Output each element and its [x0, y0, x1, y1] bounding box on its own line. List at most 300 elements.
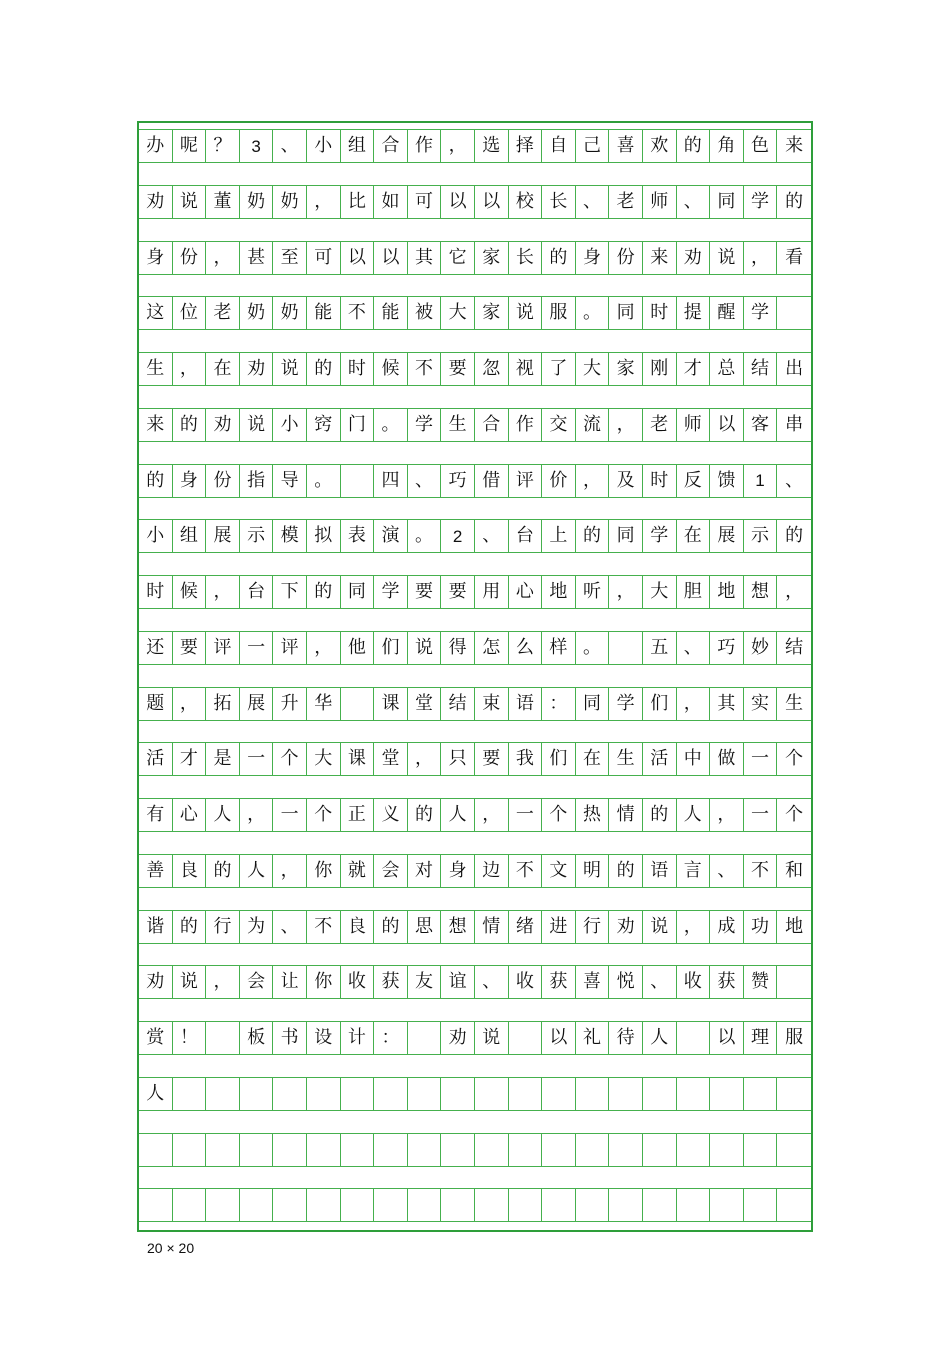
grid-cell: ，: [609, 409, 643, 441]
grid-cell: [509, 1022, 543, 1054]
grid-cell: 下: [273, 576, 307, 608]
grid-cell: 一: [240, 743, 274, 775]
grid-cell: 甚: [240, 242, 274, 274]
grid-cell: 言: [677, 855, 711, 887]
grid-cell: 出: [785, 358, 804, 379]
grid-cell: 欢: [643, 130, 677, 162]
grid-cell: 家: [475, 297, 509, 329]
grid-cell: 时: [139, 576, 173, 608]
grid-cell: 大: [576, 353, 610, 385]
grid-cell: [777, 1134, 811, 1166]
grid-cell: 来: [139, 409, 173, 441]
grid-cell: 个: [273, 743, 307, 775]
grid-cell: [677, 1134, 711, 1166]
grid-row: [139, 185, 811, 219]
grid-cell: 时: [341, 353, 375, 385]
grid-cell: 说: [475, 1022, 509, 1054]
grid-cell: 台: [240, 576, 274, 608]
grid-cell: 、: [475, 520, 509, 552]
grid-cell: 喜: [609, 130, 643, 162]
grid-cell: 串: [785, 413, 804, 435]
grid-cell: 绪: [509, 911, 543, 943]
grid-cell: 学: [609, 688, 643, 720]
grid-cell: 谐: [139, 911, 173, 943]
grid-cell: 家: [609, 353, 643, 385]
grid-cell: ，: [475, 799, 509, 831]
grid-cell: 良: [173, 855, 207, 887]
grid-cell: 总: [710, 353, 744, 385]
grid-cell: 他: [341, 632, 375, 664]
grid-cell: 学: [374, 576, 408, 608]
grid-cell: 时: [643, 465, 677, 497]
grid-cell: 说: [173, 186, 207, 218]
grid-cell: 生: [609, 743, 643, 775]
grid-cell: 其: [408, 242, 442, 274]
grid-cell: 要: [408, 576, 442, 608]
grid-cell: 奶: [240, 186, 274, 218]
grid-cell: 的: [173, 409, 207, 441]
grid-cell: 的: [173, 911, 207, 943]
grid-cell: 。: [408, 520, 442, 552]
grid-cell: 择: [509, 130, 543, 162]
grid-cell: 候: [173, 576, 207, 608]
grid-cell: 能: [307, 297, 341, 329]
grid-cell: [307, 1134, 341, 1166]
grid-cell: [139, 1134, 173, 1166]
grid-cell: 生: [785, 692, 804, 714]
grid-cell: 获: [710, 966, 744, 998]
grid-cell: 板: [240, 1022, 274, 1054]
grid-cell: 待: [609, 1022, 643, 1054]
grid-cell: [777, 966, 811, 998]
grid-cell: 可: [307, 242, 341, 274]
grid-cell: 结: [744, 353, 778, 385]
grid-cell: 只: [441, 743, 475, 775]
grid-cell: 学: [744, 297, 778, 329]
grid-cell: 的: [609, 855, 643, 887]
grid-cell: 实: [744, 688, 778, 720]
grid-cell: 地: [542, 576, 576, 608]
grid-cell: 要: [441, 576, 475, 608]
grid-cell: [441, 1189, 475, 1221]
grid-cell: [273, 1134, 307, 1166]
grid-cell: 导: [273, 465, 307, 497]
grid-cell: 做: [710, 743, 744, 775]
grid-cell: 巧: [710, 632, 744, 664]
grid-cell: ，: [441, 130, 475, 162]
grid-cell: 在: [677, 520, 711, 552]
grid-cell: [307, 1189, 341, 1221]
grid-cell: 身: [173, 465, 207, 497]
grid-cell: 角: [710, 130, 744, 162]
grid-cell: 要: [441, 353, 475, 385]
grid-cell: 想: [744, 576, 778, 608]
grid-cell: [374, 1134, 408, 1166]
grid-cell: 组: [341, 130, 375, 162]
grid-cell: 成: [710, 911, 744, 943]
grid-cell: 在: [576, 743, 610, 775]
grid-cell: [576, 1134, 610, 1166]
grid-cell: 交: [542, 409, 576, 441]
grid-cell: 文: [542, 855, 576, 887]
grid-cell: [509, 1078, 543, 1110]
grid-cell: 奶: [273, 297, 307, 329]
grid-cell: 、: [273, 911, 307, 943]
grid-cell: 自: [542, 130, 576, 162]
grid-cell: 样: [542, 632, 576, 664]
grid-cell: [408, 1189, 442, 1221]
grid-cell: 听: [576, 576, 610, 608]
grid-row: [139, 910, 811, 944]
grid-cell: [139, 1189, 173, 1221]
grid-cell: 展: [240, 688, 274, 720]
grid-size-label: 20 × 20: [147, 1240, 195, 1256]
grid-cell: 、: [710, 855, 744, 887]
grid-cell: ，: [273, 855, 307, 887]
grid-cell: 份: [609, 242, 643, 274]
grid-row: [139, 464, 811, 498]
grid-cell: 醒: [710, 297, 744, 329]
grid-cell: ，: [710, 799, 744, 831]
grid-cell: 以: [710, 409, 744, 441]
grid-row: [139, 1077, 811, 1111]
grid-cell: ，: [677, 911, 711, 943]
grid-cell: ，: [206, 242, 240, 274]
grid-cell: [677, 1189, 711, 1221]
grid-cell: 一: [240, 632, 274, 664]
grid-cell: 热: [576, 799, 610, 831]
grid-cell: 劝: [677, 242, 711, 274]
grid-cell: 的: [139, 465, 173, 497]
grid-cell: 个: [307, 799, 341, 831]
grid-cell: [677, 1078, 711, 1110]
grid-cell: 指: [240, 465, 274, 497]
grid-cell: 收: [509, 966, 543, 998]
grid-cell: 理: [744, 1022, 778, 1054]
grid-cell: 评: [509, 465, 543, 497]
grid-cell: 呢: [173, 130, 207, 162]
grid-cell: [777, 297, 811, 329]
grid-cell: 这: [139, 297, 173, 329]
grid-cell: [542, 1189, 576, 1221]
grid-cell: 说: [643, 911, 677, 943]
grid-cell: [341, 1189, 375, 1221]
grid-cell: 善: [139, 855, 173, 887]
grid-cell: 劝: [240, 353, 274, 385]
grid-cell: 设: [307, 1022, 341, 1054]
grid-cell: [273, 1189, 307, 1221]
grid-cell: 语: [643, 855, 677, 887]
grid-cell: [710, 1189, 744, 1221]
grid-cell: 礼: [576, 1022, 610, 1054]
grid-cell: 说: [408, 632, 442, 664]
grid-cell: 的: [576, 520, 610, 552]
grid-cell: 一: [744, 799, 778, 831]
grid-cell: 老: [609, 186, 643, 218]
grid-cell: 、: [273, 130, 307, 162]
grid-cell: ，: [744, 242, 778, 274]
grid-cell: 和: [785, 859, 804, 881]
grid-cell: [273, 1078, 307, 1110]
grid-cell: 提: [677, 297, 711, 329]
grid-cell: [206, 1078, 240, 1110]
grid-cell: 视: [509, 353, 543, 385]
grid-cell: 五: [643, 632, 677, 664]
grid-cell: 边: [475, 855, 509, 887]
grid-cell: [609, 1134, 643, 1166]
grid-cell: 同: [609, 297, 643, 329]
grid-cell: 的: [677, 130, 711, 162]
grid-cell: ，: [206, 966, 240, 998]
grid-row: [139, 296, 811, 330]
grid-cell: ，: [576, 465, 610, 497]
grid-cell: [173, 1189, 207, 1221]
grid-cell: 以: [341, 242, 375, 274]
grid-cell: 时: [643, 297, 677, 329]
grid-cell: 心: [173, 799, 207, 831]
grid-cell: 书: [273, 1022, 307, 1054]
grid-cell: 会: [240, 966, 274, 998]
grid-cell: 位: [173, 297, 207, 329]
grid-cell: 及: [609, 465, 643, 497]
grid-cell: 人: [643, 1022, 677, 1054]
grid-cell: 进: [542, 911, 576, 943]
grid-cell: 。: [576, 632, 610, 664]
grid-cell: 3: [240, 130, 274, 162]
grid-cell: 四: [374, 465, 408, 497]
grid-cell: 的: [307, 576, 341, 608]
grid-cell: [643, 1134, 677, 1166]
grid-cell: 合: [374, 130, 408, 162]
grid-row: [139, 241, 811, 275]
grid-cell: 台: [509, 520, 543, 552]
grid-cell: 生: [139, 353, 173, 385]
grid-cell: 地: [710, 576, 744, 608]
grid-cell: 学: [643, 520, 677, 552]
grid-cell: 、: [643, 966, 677, 998]
grid-cell: 劝: [206, 409, 240, 441]
grid-cell: 如: [374, 186, 408, 218]
grid-cell: 、: [576, 186, 610, 218]
grid-cell: [408, 1078, 442, 1110]
grid-row: [139, 519, 811, 553]
grid-cell: 一: [744, 743, 778, 775]
grid-cell: [408, 1134, 442, 1166]
grid-cell: 劝: [609, 911, 643, 943]
grid-cell: 校: [509, 186, 543, 218]
grid-cell: [542, 1078, 576, 1110]
grid-cell: 获: [374, 966, 408, 998]
grid-cell: [609, 1189, 643, 1221]
grid-cell: 师: [643, 186, 677, 218]
grid-cell: 收: [341, 966, 375, 998]
grid-cell: 大: [441, 297, 475, 329]
grid-cell: ，: [173, 688, 207, 720]
grid-cell: [609, 632, 643, 664]
grid-cell: ，: [307, 186, 341, 218]
grid-cell: 才: [173, 743, 207, 775]
grid-row: [139, 798, 811, 832]
grid-cell: 会: [374, 855, 408, 887]
grid-cell: 不: [744, 855, 778, 887]
grid-cell: [307, 1078, 341, 1110]
grid-cell: 一: [273, 799, 307, 831]
grid-cell: 是: [206, 743, 240, 775]
grid-cell: 示: [744, 520, 778, 552]
grid-cell: 拟: [307, 520, 341, 552]
grid-cell: [341, 688, 375, 720]
grid-cell: 身: [576, 242, 610, 274]
grid-cell: 一: [509, 799, 543, 831]
grid-cell: 说: [273, 353, 307, 385]
grid-cell: [509, 1189, 543, 1221]
grid-cell: 馈: [710, 465, 744, 497]
grid-cell: 劝: [441, 1022, 475, 1054]
grid-cell: 学: [744, 186, 778, 218]
grid-cell: ，: [206, 576, 240, 608]
grid-cell: 刚: [643, 353, 677, 385]
grid-cell: 同: [576, 688, 610, 720]
grid-cell: 正: [341, 799, 375, 831]
grid-cell: 你: [307, 966, 341, 998]
grid-cell: 家: [475, 242, 509, 274]
grid-cell: 劝: [139, 186, 173, 218]
grid-cell: 同: [609, 520, 643, 552]
grid-cell: 人: [240, 855, 274, 887]
grid-row: [139, 1188, 811, 1222]
grid-cell: ，: [677, 688, 711, 720]
grid-cell: 演: [374, 520, 408, 552]
grid-cell: 说: [240, 409, 274, 441]
grid-cell: 以: [374, 242, 408, 274]
grid-row: [139, 854, 811, 888]
grid-cell: ：: [374, 1022, 408, 1054]
grid-cell: 小: [307, 130, 341, 162]
grid-cell: 比: [341, 186, 375, 218]
grid-cell: 窍: [307, 409, 341, 441]
grid-cell: 人: [441, 799, 475, 831]
grid-cell: 胆: [677, 576, 711, 608]
grid-cell: 的: [785, 190, 804, 212]
grid-cell: 用: [475, 576, 509, 608]
grid-cell: 作: [509, 409, 543, 441]
grid-row: [139, 965, 811, 999]
grid-cell: [609, 1078, 643, 1110]
grid-cell: 不: [341, 297, 375, 329]
grid-row: [139, 687, 811, 721]
grid-cell: 能: [374, 297, 408, 329]
grid-cell: 得: [441, 632, 475, 664]
grid-cell: [744, 1078, 778, 1110]
grid-cell: 老: [206, 297, 240, 329]
grid-cell: 、: [785, 469, 804, 491]
grid-cell: 良: [341, 911, 375, 943]
grid-row: [139, 575, 811, 609]
grid-cell: 候: [374, 353, 408, 385]
grid-cell: [677, 1022, 711, 1054]
grid-cell: 生: [441, 409, 475, 441]
grid-cell: 思: [408, 911, 442, 943]
grid-cell: 同: [341, 576, 375, 608]
grid-cell: 流: [576, 409, 610, 441]
grid-cell: 、: [677, 632, 711, 664]
grid-cell: 活: [643, 743, 677, 775]
grid-row: [139, 742, 811, 776]
grid-cell: [576, 1078, 610, 1110]
grid-cell: 就: [341, 855, 375, 887]
grid-cell: [509, 1134, 543, 1166]
grid-cell: 1: [744, 465, 778, 497]
grid-cell: 展: [206, 520, 240, 552]
grid-cell: 的: [307, 353, 341, 385]
grid-cell: 看: [785, 246, 804, 268]
grid-cell: 拓: [206, 688, 240, 720]
grid-cell: [408, 1022, 442, 1054]
grid-cell: 人: [206, 799, 240, 831]
grid-cell: 让: [273, 966, 307, 998]
grid-cell: 身: [139, 242, 173, 274]
grid-cell: 门: [341, 409, 375, 441]
grid-cell: 老: [643, 409, 677, 441]
grid-cell: 不: [408, 353, 442, 385]
grid-cell: 办: [139, 130, 173, 162]
grid-cell: 不: [307, 911, 341, 943]
grid-row: [139, 631, 811, 665]
grid-cell: [643, 1189, 677, 1221]
grid-cell: 表: [341, 520, 375, 552]
grid-cell: 在: [206, 353, 240, 385]
grid-cell: 情: [475, 911, 509, 943]
grid-row: [139, 1133, 811, 1167]
grid-cell: 份: [206, 465, 240, 497]
grid-cell: 的: [643, 799, 677, 831]
grid-cell: 结: [785, 636, 804, 658]
grid-cell: 语: [509, 688, 543, 720]
grid-cell: ，: [173, 353, 207, 385]
grid-cell: [240, 1134, 274, 1166]
grid-cell: [374, 1078, 408, 1110]
grid-cell: 怎: [475, 632, 509, 664]
grid-cell: 忽: [475, 353, 509, 385]
grid-cell: 人: [677, 799, 711, 831]
grid-cell: 心: [509, 576, 543, 608]
grid-cell: 身: [441, 855, 475, 887]
grid-cell: 奶: [240, 297, 274, 329]
grid-cell: [777, 1078, 811, 1110]
grid-cell: 个: [785, 748, 804, 770]
grid-cell: 义: [374, 799, 408, 831]
grid-cell: 要: [475, 743, 509, 775]
grid-cell: 中: [677, 743, 711, 775]
grid-cell: ，: [609, 576, 643, 608]
grid-cell: 友: [408, 966, 442, 998]
grid-cell: [341, 465, 375, 497]
grid-cell: 奶: [273, 186, 307, 218]
grid-cell: 获: [542, 966, 576, 998]
grid-cell: 来: [643, 242, 677, 274]
grid-cell: 赏: [139, 1022, 173, 1054]
grid-cell: ！: [173, 1022, 207, 1054]
grid-cell: [576, 1189, 610, 1221]
grid-cell: [542, 1134, 576, 1166]
grid-cell: 评: [206, 632, 240, 664]
grid-cell: 、: [677, 186, 711, 218]
grid-cell: 不: [509, 855, 543, 887]
grid-cell: 上: [542, 520, 576, 552]
grid-cell: 以: [710, 1022, 744, 1054]
grid-cell: 喜: [576, 966, 610, 998]
grid-cell: 2: [441, 520, 475, 552]
